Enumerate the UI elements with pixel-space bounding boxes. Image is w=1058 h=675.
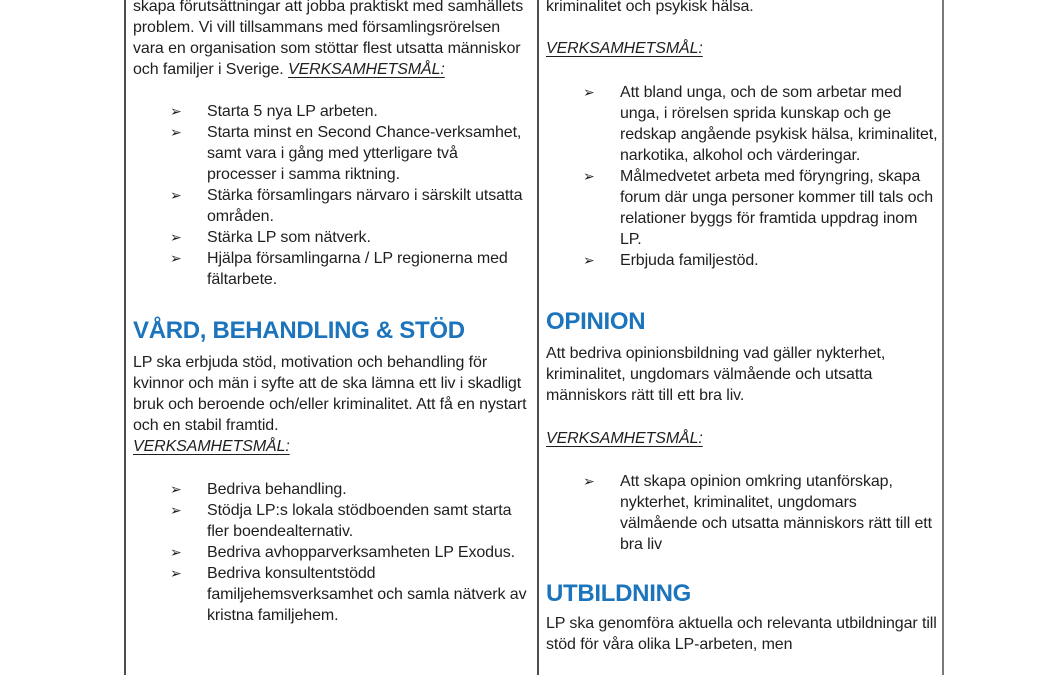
list-item: [133, 122, 529, 185]
list-item: [133, 185, 529, 227]
goals-label-block: VERKSAMHETSMÅL:: [133, 438, 290, 455]
goals-label-block: VERKSAMHETSMÅL:: [546, 40, 703, 57]
page-border-left: [124, 0, 126, 675]
arrow-bullet-icon: ➢: [170, 187, 182, 203]
list-item-text: Bedriva konsultentstödd familjehemsverksamhet och samla nätverk av kristna familjehem.: [207, 565, 527, 624]
arrow-bullet-icon: ➢: [170, 481, 182, 497]
arrow-bullet-icon: ➢: [170, 103, 182, 119]
section-heading-opinion: OPINION: [546, 308, 646, 335]
arrow-bullet-icon: ➢: [170, 544, 182, 560]
list-item-text: Bedriva avhopparverksamheten LP Exodus.: [207, 544, 515, 561]
top-fragment-text: kriminalitet och psykisk hälsa.: [546, 0, 754, 15]
list-item: [133, 563, 529, 626]
list-item-text: Starta minst en Second Chance-verksamhet, samt vara i gång med ytterligare två processer i samma riktning.: [207, 124, 522, 183]
list-item: [133, 479, 529, 500]
list-item: [133, 542, 529, 563]
list-item-text: Hjälpa församlingarna / LP regionerna med fältarbete.: [207, 250, 508, 288]
column-divider: [537, 0, 539, 675]
list-item: [133, 248, 529, 290]
arrow-bullet-icon: ➢: [170, 124, 182, 140]
list-item: [133, 500, 529, 542]
arrow-bullet-icon: ➢: [583, 473, 595, 489]
list-item: [133, 227, 529, 248]
arrow-bullet-icon: ➢: [583, 168, 595, 184]
utbildning-body-text: LP ska genomföra aktuella och relevanta utbildningar till stöd för våra olika LP-arbeten, men: [546, 615, 937, 653]
arrow-bullet-icon: ➢: [583, 84, 595, 100]
goal-list-organisation: [133, 101, 529, 290]
section-heading-vard-behandling-stod: VÅRD, BEHANDLING & STÖD: [133, 317, 465, 344]
list-item: [546, 166, 938, 250]
list-item-text: Erbjuda familjestöd.: [620, 252, 759, 269]
list-item-text: Bedriva behandling.: [207, 481, 347, 498]
page-border-right: [942, 0, 944, 675]
list-item: [546, 250, 938, 271]
arrow-bullet-icon: ➢: [170, 565, 182, 581]
vard-paragraph: [133, 352, 529, 457]
list-item-text: Stödja LP:s lokala stödboenden samt starta fler boendealternativ.: [207, 502, 512, 540]
goal-list-unga: [546, 82, 938, 271]
goals-label-inline: VERKSAMHETSMÅL:: [288, 61, 445, 78]
goal-list-opinion: [546, 471, 938, 555]
vard-body-text: LP ska erbjuda stöd, motivation och behandling för kvinnor och män i syfte att de ska lämna ett liv i skadligt bruk och beroende och/eller kriminalitet. Att få en nystart och en stabil framtid.: [133, 354, 527, 434]
goals-label-block: VERKSAMHETSMÅL:: [546, 430, 703, 447]
list-item-text: Stärka församlingars närvaro i särskilt utsatta områden.: [207, 187, 523, 225]
list-item: [133, 101, 529, 122]
list-item-text: Att bland unga, och de som arbetar med unga, i rörelsen sprida kunskap och ge redskap angående psykisk hälsa, kriminalitet, narkotika, alkohol och värderingar.: [620, 84, 938, 164]
list-item: [546, 82, 938, 166]
arrow-bullet-icon: ➢: [170, 229, 182, 245]
right-column: [546, 0, 938, 655]
goal-list-vard: [133, 479, 529, 626]
intro-paragraph: [133, 0, 529, 80]
list-item-text: Målmedvetet arbeta med föryngring, skapa forum där unga personer kommer till tals och relationer byggs för framtida uppdrag inom LP.: [620, 168, 934, 248]
arrow-bullet-icon: ➢: [170, 250, 182, 266]
arrow-bullet-icon: ➢: [170, 502, 182, 518]
list-item: [546, 471, 938, 555]
arrow-bullet-icon: ➢: [583, 252, 595, 268]
list-item-text: Starta 5 nya LP arbeten.: [207, 103, 378, 120]
list-item-text: Stärka LP som nätverk.: [207, 229, 371, 246]
intro-text: skapa förutsättningar att jobba praktiskt med samhällets problem. Vi vill tillsammans med församlingsrörelsen vara en organisation som stöttar flest utsatta människor och familjer i Sverige.: [133, 0, 524, 78]
list-item-text: Att skapa opinion omkring utanförskap, nykterhet, kriminalitet, ungdomars välmående och utsatta människors rätt till ett bra liv: [620, 473, 932, 553]
left-column: [133, 0, 529, 626]
section-heading-utbildning: UTBILDNING: [546, 580, 691, 607]
opinion-body-text: Att bedriva opinionsbildning vad gäller nykterhet, kriminalitet, ungdomars välmående och utsatta människors rätt till ett bra liv.: [546, 345, 886, 404]
